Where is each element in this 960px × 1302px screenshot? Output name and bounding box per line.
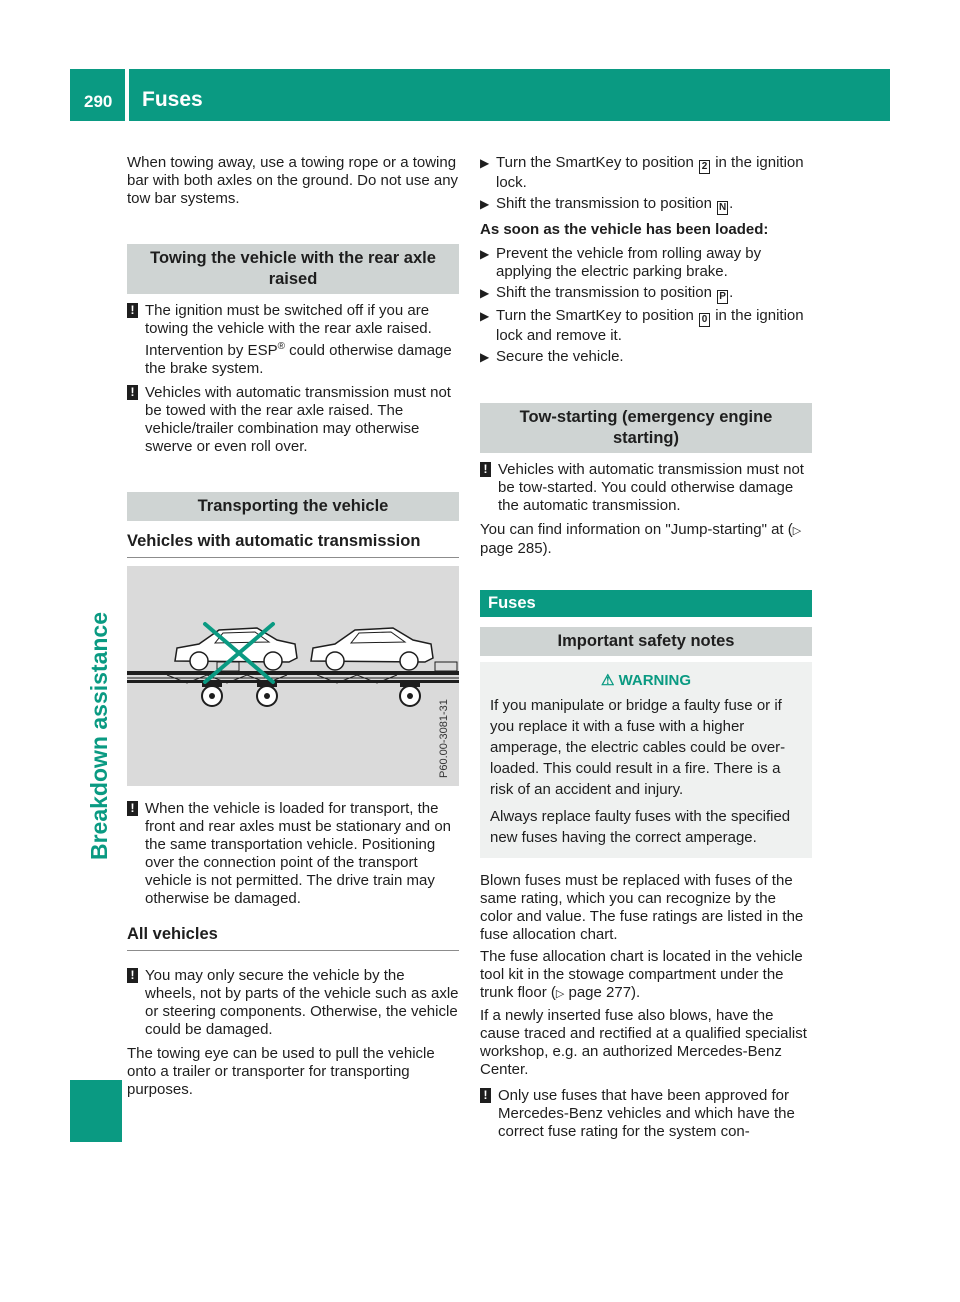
- step-arrow-icon: ▶: [480, 309, 490, 323]
- right-column: [480, 154, 812, 1147]
- step-parking-brake: ▶ Prevent the vehicle from rolling away by applying the electric parking brake.: [480, 245, 762, 280]
- caution-icon: !: [127, 385, 138, 400]
- image-code: P60.00-3081-31: [438, 699, 450, 778]
- tow-start-note: ! Vehicles with automatic transmission must not be tow-started. You could otherwise damage the automatic transmission.: [480, 461, 812, 515]
- warning-advice: Always replace faulty fuses with the specified new fuses having the correct amperage.: [490, 808, 791, 846]
- step-shift-p: ▶ Shift the transmission to position P .: [480, 284, 734, 302]
- towing-intro: When towing away, use a towing rope or a towing bar with both axles on the ground. Do not use any tow bar systems.: [127, 154, 459, 207]
- page-number: 290: [84, 92, 113, 111]
- caution-icon: !: [127, 968, 138, 983]
- step-shift-n: ▶ Shift the transmission to position N .: [480, 195, 734, 213]
- loaded-heading: As soon as the vehicle has been loaded:: [480, 221, 769, 238]
- page-ref-icon: ▷: [555, 988, 565, 1000]
- step-arrow-icon: ▶: [480, 197, 490, 211]
- key-position-icon: N: [718, 202, 727, 213]
- transport-illustration: [127, 566, 459, 786]
- approved-fuses-note: ! Only use fuses that have been approved for Mercedes-Benz vehicles and which have the correct fuse rating for the system con-: [480, 1087, 812, 1141]
- transport-note: ! When the vehicle is loaded for transport, the front and rear axles must be stationary and on the same transportation vehicle. Positioning over the connection point of the transport vehicle is not permitted. The drive train may otherwise be damaged.: [127, 800, 459, 908]
- fuse-blows-text: If a newly inserted fuse also blows, have the cause traced and rectified at a qualified specialist workshop, e.g. an authorized Mercedes-Benz Center.: [480, 1007, 807, 1078]
- left-column: [127, 154, 459, 1103]
- key-position-icon: P: [717, 290, 728, 304]
- page-ref-icon: ▷: [792, 525, 802, 537]
- header-divider: [125, 69, 129, 121]
- rear-axle-heading: Towing the vehicle with the rear axle raised: [127, 244, 459, 294]
- step-secure: ▶ Secure the vehicle.: [480, 348, 624, 365]
- step-smartkey-2: ▶ Turn the SmartKey to position 2 in the ignition lock.: [480, 154, 804, 191]
- warning-title: ⚠ WARNING: [600, 672, 692, 689]
- section-side-label: Breakdown assistance: [86, 611, 112, 860]
- step-arrow-icon: ▶: [480, 350, 490, 364]
- warning-text: If you manipulate or bridge a faulty fuse or if you replace it with a fuse with a higher amperage, the electric cables could be overloaded. This could result in a fire. There is a risk of an accident and injury.: [490, 697, 786, 798]
- fuse-rating-text: Blown fuses must be replaced with fuses of the same rating, which you can recognize by the color and value. The fuse ratings are listed in the fuse allocation chart.: [480, 872, 804, 943]
- warning-box: [480, 662, 812, 858]
- step-smartkey-0: ▶ Turn the SmartKey to position 0 in the ignition lock and remove it.: [480, 307, 804, 344]
- ignition-note: ! The ignition must be switched off if you are towing the vehicle with the rear axle raised. Intervention by ESP® could otherwise damage the brake system.: [127, 302, 459, 378]
- section-side-tab: [70, 1080, 122, 1142]
- caution-icon: !: [480, 1088, 491, 1103]
- secure-wheels-note: ! You may only secure the vehicle by the wheels, not by parts of the vehicle such as axle or steering components. Otherwise, the vehicle could be damaged.: [127, 967, 459, 1039]
- page-title: Fuses: [142, 88, 203, 111]
- caution-icon: !: [480, 462, 491, 477]
- step-arrow-icon: ▶: [480, 286, 490, 300]
- towing-eye-text: The towing eye can be used to pull the vehicle onto a trailer or transporter for transporting purposes.: [127, 1045, 435, 1098]
- all-vehicles-subheading: All vehicles: [127, 924, 459, 951]
- key-position-icon: 2: [699, 160, 710, 174]
- transport-heading: Transporting the vehicle: [127, 492, 459, 521]
- safety-notes-heading: Important safety notes: [480, 627, 812, 656]
- tow-start-heading: Tow-starting (emergency engine starting): [480, 403, 812, 453]
- caution-icon: !: [127, 801, 138, 816]
- caution-icon: !: [127, 303, 138, 318]
- key-position-icon: 0: [699, 313, 710, 327]
- step-arrow-icon: ▶: [480, 247, 490, 261]
- auto-transmission-note: ! Vehicles with automatic transmission must not be towed with the rear axle raised. The vehicle/trailer combination may otherwise swerve or even roll over.: [127, 384, 459, 456]
- jump-start-reference: You can find information on "Jump-starting" at (▷ page 285).: [480, 521, 802, 557]
- step-arrow-icon: ▶: [480, 156, 490, 170]
- fuses-section-bar: Fuses: [480, 590, 812, 617]
- transport-diagram: [127, 566, 459, 786]
- auto-transmission-subheading: Vehicles with automatic transmission: [127, 531, 459, 558]
- fuse-chart-location: The fuse allocation chart is located in the vehicle tool kit in the stowage compartment under the trunk floor (▷ page 277).: [480, 948, 803, 1001]
- warning-triangle-icon: ⚠: [600, 672, 615, 689]
